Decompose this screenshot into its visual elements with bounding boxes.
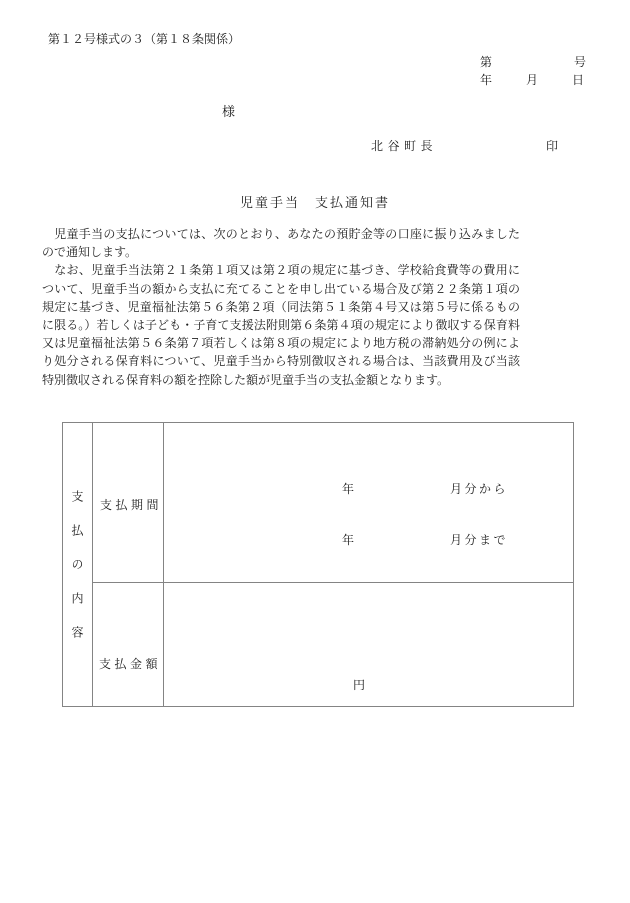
payment-amount-label-cell [93,583,164,706]
date-day-label: 日 [571,73,584,87]
body-text [42,225,520,389]
period-to-suffix: 月分まで [450,533,509,547]
payment-period-value-cell [164,423,573,583]
payment-table [62,422,574,707]
payment-period-label: 支払期間 [100,498,163,512]
addressee-honorific: 様 [222,104,236,119]
payment-amount-value-cell [164,583,573,706]
date-line [480,71,584,88]
document-title: 児童手当 支払通知書 [239,195,390,210]
paragraph-note: なお、児童手当法第２１条第１項又は第２項の規定に基づき、学校給食費等の費用について、児童手当の額から支払に充てることを申し出ている場合及び第２２条第１項の規定に基づき、児童福祉法第５６条第２項（同法第５１条第４号又は第５号に係るものに限る。）若しくは子ども・子育て支援法附則第６条第４項の規定により徴収する保育料又は児童福祉法第５６条第７項若しくは第８項の規定により地方税の滞納処分の例により処分される保育料について、児童手当から特別徴収される場合は、当該費用及び当該特別徴収される保育料の額を控除した額が児童手当の支払金額となります。 [42,263,520,387]
period-to-year-label: 年 [342,533,355,547]
table-side-header: 支払の内容 [70,490,84,660]
period-from-year-label: 年 [342,482,355,496]
date-year-label: 年 [480,73,493,87]
paragraph-intro: 児童手当の支払については、次のとおり、あなたの預貯金等の口座に振り込みましたので通知します。 [42,227,520,260]
date-month-label: 月 [525,73,538,87]
payment-period-label-cell [93,423,164,583]
table-side-header-cell [63,423,93,706]
payment-amount-label: 支払金額 [99,657,162,671]
doc-number-line [480,53,586,70]
doc-number-suffix: 号 [573,55,586,69]
seal-mark: 印 [546,139,559,153]
doc-number-prefix: 第 [480,55,493,69]
form-number-label: 第１２号様式の３（第１８条関係） [48,32,241,46]
sender-title: 北谷町長 [371,139,438,153]
payment-amount-unit: 円 [353,678,366,692]
period-from-suffix: 月分から [450,482,509,496]
